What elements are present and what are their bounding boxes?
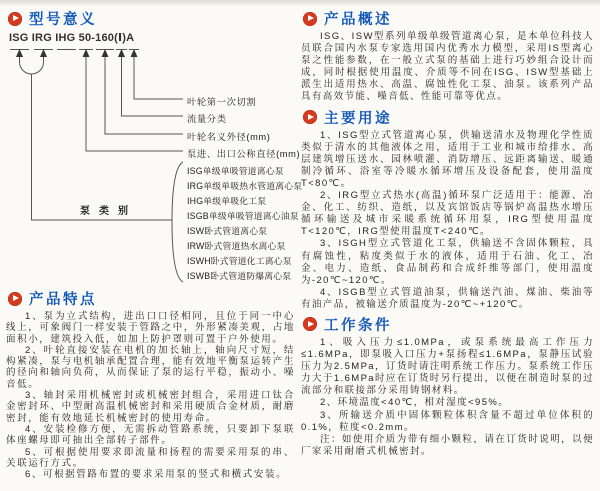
bullet-play-icon [8,292,22,306]
callout-label: 流量分类 [187,113,227,124]
main-uses-header [303,109,594,126]
use-paragraph: 2、IRG型立式热水(高温)循环泵广泛适用于：能源、冶金、化工、纺织、造纸，以及宾馆饭店等锅炉高温热水增压循环输送及城市采暖系统循环用泵，IRG型使用温度T<120℃，IRG型使用温度T<240℃。 [301,190,594,238]
section-title: 工作条件 [324,317,392,334]
pump-type-item: ISG单级单吸管道离心泵 [187,166,284,176]
left-column [6,8,303,485]
feature-paragraph: 4、安装检修方便，无需拆动管路系统，只要卸下泵联体座螺母即可抽出全部转子部件。 [6,423,295,447]
callout-label: 叶轮第一次切割 [187,96,257,107]
working-conditions-text [301,337,594,458]
condition-note: 注：如使用介质为带有细小颗粒，请在订货时说明，以便厂家采用耐磨式机械密封。 [301,433,594,457]
bullet-play-icon [303,317,317,331]
pump-type-item: IHG单级单吸化工泵 [187,196,267,206]
pump-type-item: ISWH卧式管道化工离心泵 [187,256,292,266]
product-features-text [6,311,295,480]
condition-paragraph: 3、所输送介质中固体颗粒体积含量不超过单位体积的0.1%，粒度<0.2mm。 [301,409,594,433]
model-diagram [6,31,303,285]
section-title: 型号意义 [29,12,97,28]
product-features-header [8,290,295,307]
condition-paragraph: 2、环境温度<40℃，相对湿度<95%。 [320,397,510,409]
bullet-play-icon [303,12,317,26]
feature-paragraph: 6、可根据管路布置的要求采用泵的竖式和横式安装。 [25,469,288,481]
section-product-overview [301,10,594,104]
use-paragraph: 3、ISGH型立式管道化工泵，供输送不含固体颗粒，具有腐蚀性，粘度类似于水的液体，适用于石油、化工、冶金、电力、造纸、食品制药和合成纤维等部门，使用温度为-20℃~120℃。 [301,238,594,286]
section-title: 产品特点 [29,292,97,308]
product-overview-text [301,31,594,104]
feature-paragraph: 2、叶轮直接安装在电机的加长轴上，轴向尺寸短，结构紧凑，泵与电机轴承配置合理，能有效地平衡泵运转产生的径向和轴向负荷，从而保证了泵的运行平稳，振动小、噪音低。 [6,344,295,390]
working-conditions-header [303,316,594,333]
pump-type-item: ISW卧式管道离心泵 [187,226,268,236]
feature-paragraph: 1、泵为立式结构，进出口口径相同，且位于同一中心线上，可象阀门一样安装于管路之中，外形紧凑美观，占地面积小，建筑投入低，如加上防护罩则可置于户外使用。 [6,311,295,345]
model-code: ISG IRG IHG 50-160(Ⅰ)A [9,32,135,44]
callout-label: 泵进、出口公称直径(mm) [187,148,301,159]
product-overview-header [303,10,594,27]
section-title: 主要用途 [324,110,392,127]
pump-type-item: IRG单级单吸热水管道离心泵 [187,181,303,191]
section-product-features [6,290,295,480]
bullet-play-icon [303,110,317,124]
section-title: 产品概述 [324,12,392,28]
section-model-meaning [6,10,303,285]
model-meaning-header [8,10,295,27]
feature-paragraph: 3、轴封采用机械密封或机械密封组合，采用进口钛合金密封环、中型耐高温机械密封和采用硬质合金材质，耐磨密封，能有效地延长机械密封的使用寿命。 [6,390,295,424]
use-paragraph: 4、ISGB型立式管道油泵，供输送汽油、煤油、柴油等有油产品，被输送介质温度为-20℃~+120℃。 [301,286,594,310]
bullet-play-icon [8,12,22,26]
pump-type-item: ISWB卧式管道防爆离心泵 [187,271,292,281]
pump-type-item: ISGB单级单吸管道离心油泵 [187,211,299,221]
feature-paragraph: 5、可根据使用要求即流量和扬程的需要采用泵的串、关联运行方式。 [6,446,295,469]
callout-label: 叶轮名义外径(mm) [187,131,271,142]
pump-type-item: IRW卧式管道热水离心泵 [187,241,286,251]
section-working-conditions [301,316,594,458]
main-uses-text [301,130,594,311]
overview-paragraph: ISG、ISW型系列单级单级管道离心泵，是本单位科技人员联合国内水泵专家选用国内优秀水力模型，采用IS型离心泵之性能参数，在一般立式泵的基础上进行巧妙组合设计而成，同时根据使用温度、介质等不同在ISG、ISW型基础上派生出适用热水、高温、腐蚀性化工泵、油泵。该系列产品具有高效节能、噪音低、性能可靠等优点。 [301,31,594,103]
condition-paragraph: 1、吸入压力≤1.0MPa，或泵系统最高工作压力≤1.6MPa，即泵吸入口压力+泵扬程≤1.6MPa，泵静压试验压力为2.5MPa，订货时请注明系统工作压力。泵系统工作压力大于1.6MPa时应在订货时另行提出，以便在制造时泵的过流部分和联接部分采用铸钢材料。 [301,336,594,397]
section-main-uses [301,109,594,311]
pump-category-label: 泵类别 [80,206,137,217]
use-paragraph: 1、ISG型立式管道离心泵，供输送清水及物理化学性质类似于清水的其他液体之用，适用于工业和城市给排水、高层建筑增压送水、园林喷灌、消防增压、远距离输送、暖通制冷循环、浴室等冷暖水循环增压及设备配套，使用温度T<80℃。 [301,129,594,189]
right-column [301,8,594,463]
